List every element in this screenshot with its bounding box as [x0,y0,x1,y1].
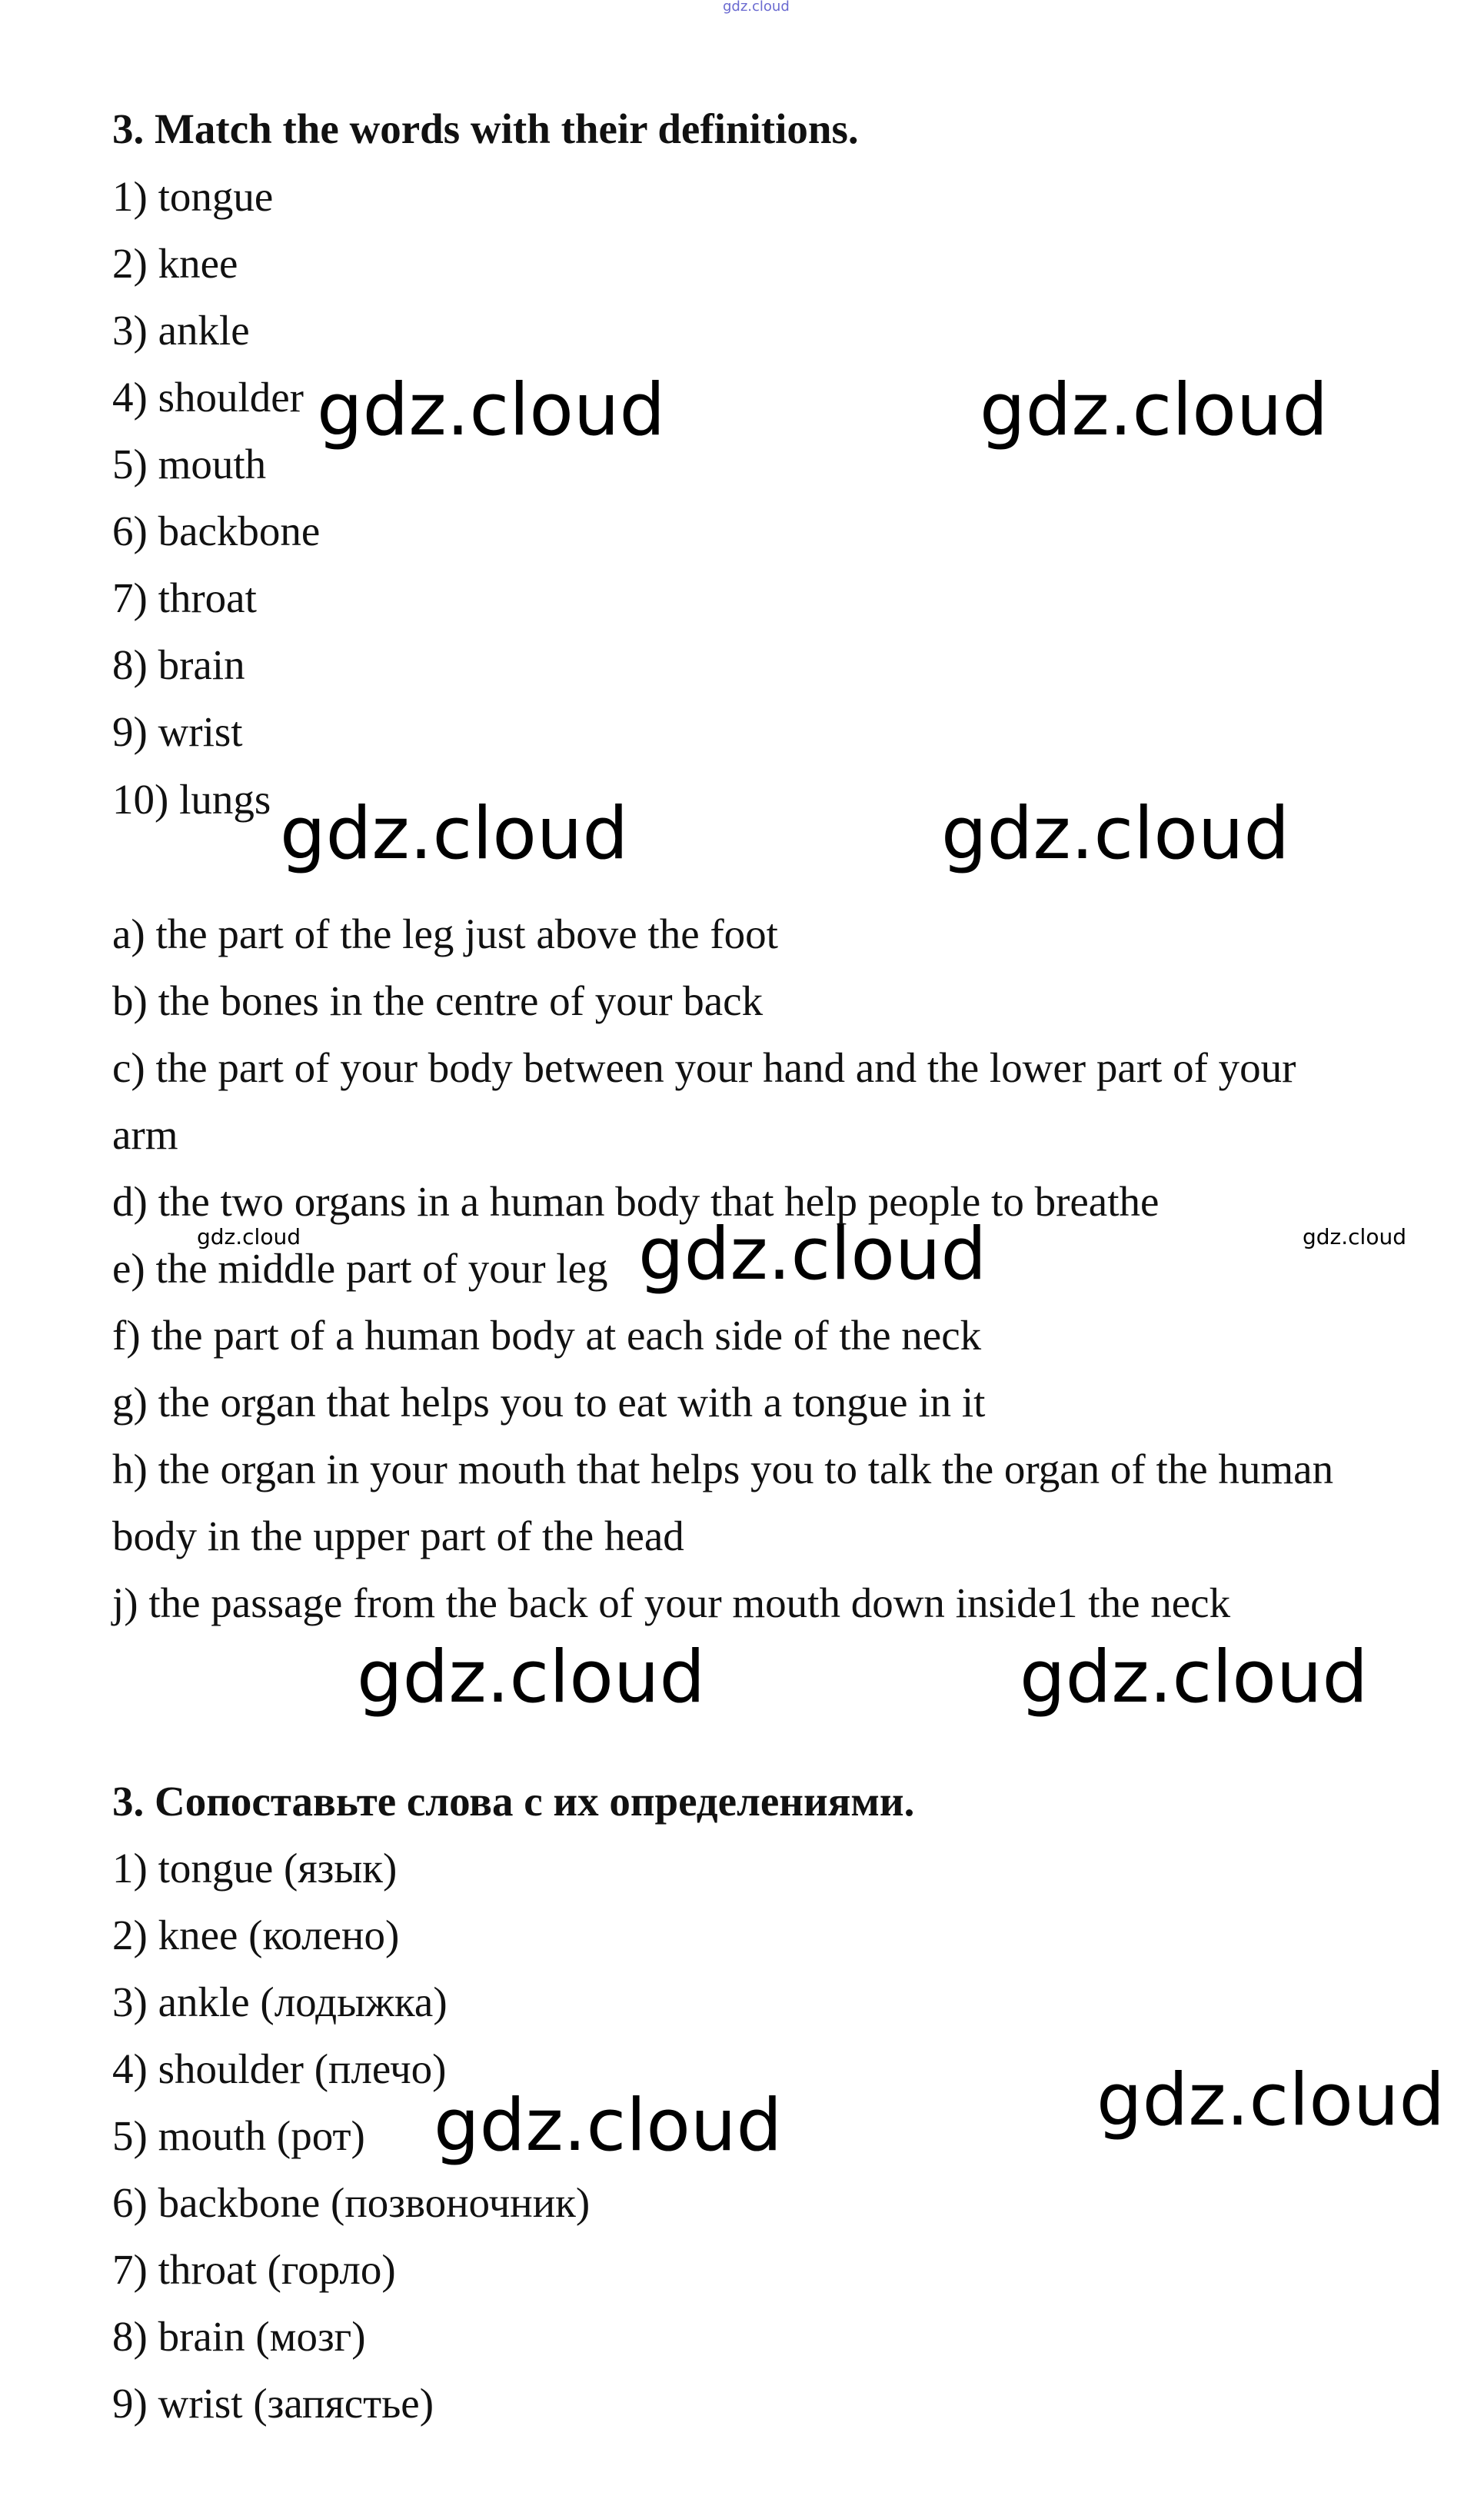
exercise-heading-en: 3. Match the words with their definitions. [112,105,859,152]
word-item: 1) tongue [112,173,274,220]
definition-item: b) the bones in the centre of your back [112,977,764,1024]
watermark-small: gdz.cloud [197,1224,301,1250]
word-item: 4) shoulder [112,374,304,421]
definition-item: d) the two organs in a human body that help people to breathe [112,1178,1160,1225]
word-item-ru: 7) throat (горло) [112,2246,396,2293]
definition-item: e) the middle part of your leg [112,1245,608,1292]
watermark: gdz.cloud [941,792,1290,876]
watermark: gdz.cloud [980,368,1329,452]
word-item-ru: 5) mouth (рот) [112,2112,365,2159]
definition-item: body in the upper part of the head [112,1512,684,1559]
definition-item: a) the part of the leg just above the foot [112,910,778,957]
exercise-heading-ru: 3. Сопоставьте слова с их определениями. [112,1778,915,1825]
watermark: gdz.cloud [1096,2058,1446,2142]
word-item-ru: 4) shoulder (плечо) [112,2045,447,2092]
watermark-small: gdz.cloud [1303,1224,1406,1250]
top-watermark: gdz.cloud [723,0,790,15]
watermark: gdz.cloud [317,368,666,452]
definition-item: f) the part of a human body at each side of the neck [112,1312,982,1359]
definition-item: g) the organ that helps you to eat with a tongue in it [112,1379,986,1426]
watermark: gdz.cloud [434,2084,783,2168]
definition-item: c) the part of your body between your hand and the lower part of your [112,1044,1296,1091]
word-item: 5) mouth [112,441,267,487]
word-item: 8) brain [112,641,245,688]
word-item: 9) wrist [112,708,243,755]
word-item: 10) lungs [112,776,271,823]
word-item: 7) throat [112,574,257,621]
watermark: gdz.cloud [280,792,629,876]
word-item-ru: 1) tongue (язык) [112,1845,398,1892]
word-item-ru: 8) brain (мозг) [112,2313,366,2360]
definition-item: j) the passage from the back of your mouth down inside1 the neck [112,1579,1231,1626]
word-item: 2) knee [112,240,238,287]
word-item-ru: 3) ankle (лодыжка) [112,1978,448,2025]
word-item-ru: 9) wrist (запястье) [112,2380,434,2427]
word-item: 3) ankle [112,307,250,354]
word-item-ru: 6) backbone (позвоночник) [112,2179,591,2226]
watermark: gdz.cloud [357,1636,706,1719]
watermark: gdz.cloud [638,1213,987,1296]
word-item: 6) backbone [112,507,321,554]
definition-item: arm [112,1111,178,1158]
definition-item: h) the organ in your mouth that helps you to talk the organ of the human [112,1446,1334,1492]
word-item-ru: 2) knee (колено) [112,1912,400,1958]
watermark: gdz.cloud [1020,1636,1369,1719]
